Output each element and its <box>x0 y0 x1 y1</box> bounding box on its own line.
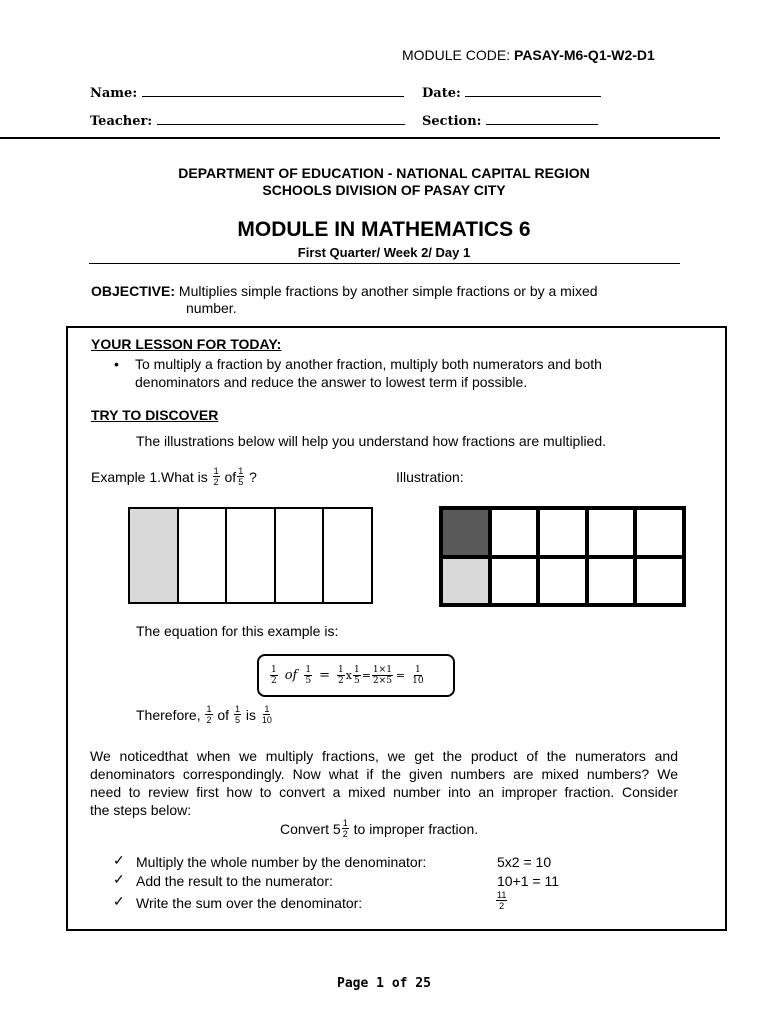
module-code-label: MODULE CODE: <box>402 47 515 63</box>
numerator: 1 <box>234 704 240 714</box>
fraction-one-half <box>213 466 220 487</box>
numerator: 1 <box>264 704 270 714</box>
fifth-cell <box>323 508 372 603</box>
eq-equals: = <box>319 668 331 683</box>
tenth-cell <box>635 557 684 606</box>
step-3-result <box>495 890 508 911</box>
section-blank[interactable] <box>486 111 598 125</box>
eq-fraction-product <box>372 665 393 686</box>
tenth-cell <box>635 508 684 557</box>
denominator: 5 <box>353 676 360 686</box>
tenth-cell-dark <box>441 508 490 557</box>
module-title: MODULE IN MATHEMATICS 6 <box>237 218 531 241</box>
paragraph-line2: denominators correspondingly. Now what if the given numbers are mixed numbers? We <box>90 766 678 782</box>
fifths-figure <box>128 507 373 604</box>
step-1-result: 5x2 = 10 <box>497 854 552 870</box>
denominator: 2×5 <box>372 676 392 686</box>
bullet-line1: To multiply a fraction by another fraction, multiply both numerators and both <box>135 356 602 372</box>
paragraph-line1: We noticedthat when we multiply fractions, we get the product of the numerators and <box>90 748 678 764</box>
date-blank[interactable] <box>465 83 601 97</box>
tenth-cell <box>538 508 587 557</box>
illustration-label: Illustration: <box>396 469 464 485</box>
objective-label: OBJECTIVE: <box>91 283 176 299</box>
eq-equals-3: = <box>395 669 406 682</box>
therefore-line <box>136 704 274 725</box>
denominator: 2 <box>213 477 219 487</box>
fifth-cell-shaded <box>129 508 178 603</box>
therefore-fifth <box>234 704 241 725</box>
denominator: 2 <box>499 901 505 911</box>
step-2-text: Add the result to the numerator: <box>136 873 333 889</box>
division-line: SCHOOLS DIVISION OF PASAY CITY <box>262 182 506 198</box>
mixed-whole: 5 <box>332 820 341 837</box>
equation-intro: The equation for this example is: <box>136 623 339 639</box>
tenth-cell <box>587 508 636 557</box>
page-number: Page 1 of 25 <box>337 976 431 991</box>
numerator: 1 <box>415 665 421 675</box>
numerator: 1 <box>238 466 244 476</box>
check-icon: ✓ <box>113 871 125 887</box>
numerator: 1 <box>305 665 312 675</box>
objective <box>91 283 691 317</box>
numerator: 1 <box>206 704 212 714</box>
department-line: DEPARTMENT OF EDUCATION - NATIONAL CAPITAL REGION <box>178 165 590 181</box>
example-prefix: Example 1.What is <box>91 468 212 485</box>
denominator: 2 <box>271 676 277 686</box>
fraction-one-fifth <box>237 466 244 487</box>
therefore-half <box>205 704 212 725</box>
example-of: of <box>220 468 237 485</box>
example-question: ? <box>245 468 257 485</box>
denominator: 10 <box>261 715 272 725</box>
eq-of: of <box>284 668 298 683</box>
module-code-value: PASAY-M6-Q1-W2-D1 <box>514 47 655 63</box>
denominator: 5 <box>238 477 244 487</box>
module-code <box>402 47 655 63</box>
denominator: 2 <box>338 676 344 686</box>
tenth-cell <box>538 557 587 606</box>
tenth-cell <box>490 508 539 557</box>
teacher-blank[interactable] <box>157 111 405 125</box>
eq-equals-2: = <box>361 669 371 682</box>
date-label: Date: <box>422 86 461 101</box>
tenth-cell <box>490 557 539 606</box>
objective-text-line1: Multiplies simple fractions by another simple fractions or by a mixed <box>178 283 598 299</box>
discover-intro: The illustrations below will help you understand how fractions are multiplied. <box>136 433 607 449</box>
numerator: 11 <box>497 890 507 900</box>
step-3-text: Write the sum over the denominator: <box>136 895 363 911</box>
numerator: 1 <box>353 665 360 675</box>
eq-fraction-fifth-2 <box>353 665 361 686</box>
step-1-text: Multiply the whole number by the denominator: <box>136 854 427 870</box>
fifth-cell <box>178 508 227 603</box>
example-1 <box>91 466 257 487</box>
denominator: 10 <box>412 676 424 686</box>
bullet-line2: denominators and reduce the answer to lowest term if possible. <box>135 374 528 390</box>
fifth-cell <box>226 508 275 603</box>
mixed-fraction <box>342 818 349 839</box>
numerator: 1 <box>342 818 348 828</box>
eq-times: x <box>345 669 352 682</box>
paragraph-line4: the steps below: <box>90 802 192 818</box>
numerator: 1 <box>338 665 344 675</box>
check-icon: ✓ <box>113 852 125 868</box>
lesson-bullet <box>114 355 678 391</box>
denominator: 2 <box>206 715 212 725</box>
therefore-is: is <box>241 706 260 723</box>
equation-box <box>257 654 455 697</box>
numerator: 1 <box>271 665 277 675</box>
discover-heading: TRY TO DISCOVER <box>91 407 219 423</box>
eq-fraction-half <box>270 665 278 686</box>
section-label: Section: <box>422 114 482 129</box>
denominator: 2 <box>342 829 348 839</box>
tenth-cell-light <box>441 557 490 606</box>
step-2-result: 10+1 = 11 <box>497 873 560 889</box>
therefore-prefix: Therefore, <box>136 706 205 723</box>
numerator: 1×1 <box>372 665 392 675</box>
explanation-paragraph <box>90 747 678 819</box>
therefore-tenth <box>261 704 273 725</box>
name-label: Name: <box>90 86 138 101</box>
quarter-line: First Quarter/ Week 2/ Day 1 <box>297 245 471 260</box>
bullet-dot: • <box>114 356 119 372</box>
name-blank[interactable] <box>142 83 404 97</box>
convert-line <box>280 818 478 839</box>
eq-fraction-half-2 <box>337 665 345 686</box>
paragraph-line3: need to review first how to convert a mixed number into an improper fraction. Consider <box>90 784 678 800</box>
convert-suffix: to improper fraction. <box>349 820 479 837</box>
eq-fraction-fifth <box>304 665 312 686</box>
eq-fraction-tenth <box>411 665 424 686</box>
check-icon: ✓ <box>113 893 125 909</box>
tenths-figure <box>439 506 686 607</box>
lesson-heading: YOUR LESSON FOR TODAY: <box>91 336 282 352</box>
convert-prefix: Convert <box>280 820 333 837</box>
denominator: 5 <box>305 676 312 686</box>
tenth-cell <box>587 557 636 606</box>
fraction-eleven-halves <box>496 890 507 911</box>
section-field <box>422 111 598 129</box>
fifth-cell <box>275 508 324 603</box>
date-field <box>422 83 601 101</box>
teacher-field <box>90 111 405 129</box>
teacher-label: Teacher: <box>90 114 153 129</box>
header-divider <box>0 137 720 139</box>
denominator: 5 <box>234 715 240 725</box>
numerator: 1 <box>213 466 219 476</box>
name-field <box>90 83 404 101</box>
therefore-of: of <box>213 706 233 723</box>
objective-text-line2: number. <box>186 300 237 316</box>
title-divider <box>89 263 680 264</box>
